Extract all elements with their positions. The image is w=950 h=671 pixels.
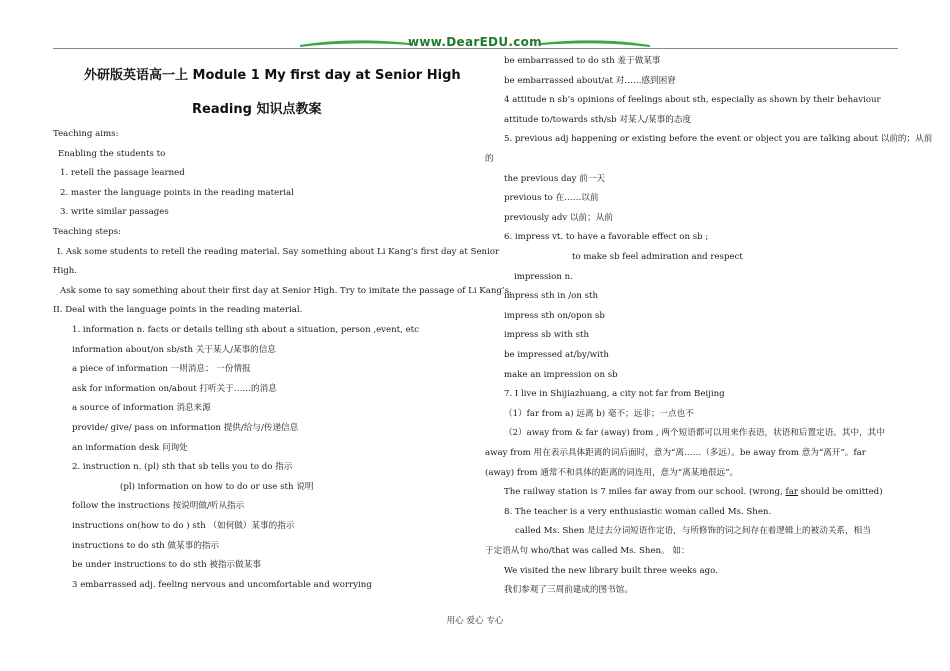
left-column-line: 2. instruction n. (pl) sth that sb tells you to do 指示 <box>72 462 293 473</box>
right-column-line: （1）far from a) 远离 b) 毫不；远非；一点也不 <box>504 408 694 419</box>
right-column-line: impress sth in /on sth <box>504 291 599 302</box>
right-column-line: be impressed at/by/with <box>504 350 609 360</box>
right-column-line: 我们参观了三周前建成的图书馆。 <box>504 585 633 596</box>
left-column-line: a piece of information 一则消息； 一份情报 <box>72 364 251 375</box>
left-column-line: Teaching aims: <box>53 129 119 139</box>
doc-title-line-1: 外研版英语高一上 Module 1 My first day at Senior High <box>84 68 461 83</box>
right-column-line: be embarrassed to do sth 羞于做某事 <box>504 56 661 66</box>
right-column-line: the previous day 前一天 <box>504 173 605 184</box>
left-column-line: High. <box>53 266 78 277</box>
right-column-line: attitude to/towards sth/sb 对某人/某事的态度 <box>504 114 692 125</box>
right-column-line: be embarrassed about/at 对……感到困窘 <box>504 75 676 86</box>
left-column-line: Teaching steps: <box>53 227 121 237</box>
left-column-line: an information desk 问询处 <box>72 442 188 453</box>
right-column-line: called Ms. Shen 是过去分词短语作定语，与所修饰的词之间存在着逻辑上的被动关系，相当 <box>515 526 871 537</box>
left-column-line: ask for information on/about 打听关于……的消息 <box>72 383 277 394</box>
left-column-line: instructions to do sth 做某事的指示 <box>72 540 220 551</box>
left-column-line: II. Deal with the language points in the reading material. <box>53 305 303 316</box>
left-column-line: 1. retell the passage learned <box>60 168 185 179</box>
right-column-line: impression n. <box>514 271 573 282</box>
left-column-line: 1. information n. facts or details telling sth about a situation, person ,event, etc <box>72 325 419 335</box>
right-column-line: 7. I live in Shijiazhuang, a city not far from Beijing <box>504 389 725 400</box>
right-column-line: We visited the new library built three weeks ago. <box>504 565 718 576</box>
doc-title-line-2: Reading 知识点教案 <box>192 102 322 117</box>
left-column-line: I. Ask some students to retell the reading material. Say something about Li Kang’s first day at Senior <box>57 246 500 257</box>
right-column-line: （2）away from & far (away) from , 两个短语都可以用来作表语，状语和后置定语。其中，其中 <box>504 428 885 439</box>
right-column-line: The railway station is 7 miles far away from our school. (wrong, far should be omitted) <box>504 487 883 498</box>
right-column-line: 4 attitude n sb’s opinions of feelings about sth, especially as shown by their behaviour <box>504 95 881 106</box>
right-column-line: 6. impress vt. to have a favorable effect on sb ; <box>504 232 709 243</box>
site-logo-text: www.DearEDU.com <box>408 35 542 49</box>
left-column-line: information about/on sb/sth 关于某人/某事的信息 <box>72 344 276 355</box>
right-column-line: to make sb feel admiration and respect <box>572 252 743 262</box>
left-column-line: 2. master the language points in the reading material <box>60 187 294 198</box>
site-logo <box>300 33 650 53</box>
left-column-line: 3 embarrassed adj. feeling nervous and uncomfortable and worrying <box>72 579 372 590</box>
left-column-line: 3. write similar passages <box>60 207 169 218</box>
right-column-line: away from 用在表示具体距离的词后面时，意为“离……（多远）。be away from 意为“离开”。far <box>485 448 866 458</box>
right-column-line: 5. previous adj happening or existing before the event or object you are talking about 以前的；从前 <box>504 134 933 145</box>
left-column-line: instructions on(how to do ) sth （如何做）某事的指示 <box>72 521 295 531</box>
left-column-line: provide/ give/ pass on information 提供/给与/传递信息 <box>72 423 299 433</box>
right-column-line: make an impression on sb <box>504 369 618 380</box>
left-column-line: follow the instructions 按说明做/听从指示 <box>72 501 245 512</box>
left-column-line: a source of information 消息来源 <box>72 403 211 414</box>
left-column-line: Enabling the students to <box>58 148 166 159</box>
page-footer: 用心 爱心 专心 <box>446 616 504 626</box>
left-column-line: Ask some to say something about their first day at Senior High. Try to imitate the passage of Li Kang’s. <box>60 285 512 296</box>
right-column-line: 于定语从句 who/that was called Ms. Shen。 如： <box>485 546 690 556</box>
right-column-line: previous to 在……以前 <box>504 193 599 204</box>
left-column-line: be under instructions to do sth 被指示做某事 <box>72 560 261 571</box>
right-column-line: (away) from 通常不和具体的距离的词连用，意为“离某地很远”。 <box>485 467 739 478</box>
right-column-line: 的 <box>485 154 494 164</box>
right-column-line: impress sth on/opon sb <box>504 310 605 321</box>
right-column-line: impress sb with sth <box>504 330 590 341</box>
right-column-line: 8. The teacher is a very enthusiastic woman called Ms. Shen. <box>504 506 772 517</box>
left-column-line: (pl) information on how to do or use sth 说明 <box>120 481 314 492</box>
right-column-line: previously adv 以前；从前 <box>504 212 613 223</box>
